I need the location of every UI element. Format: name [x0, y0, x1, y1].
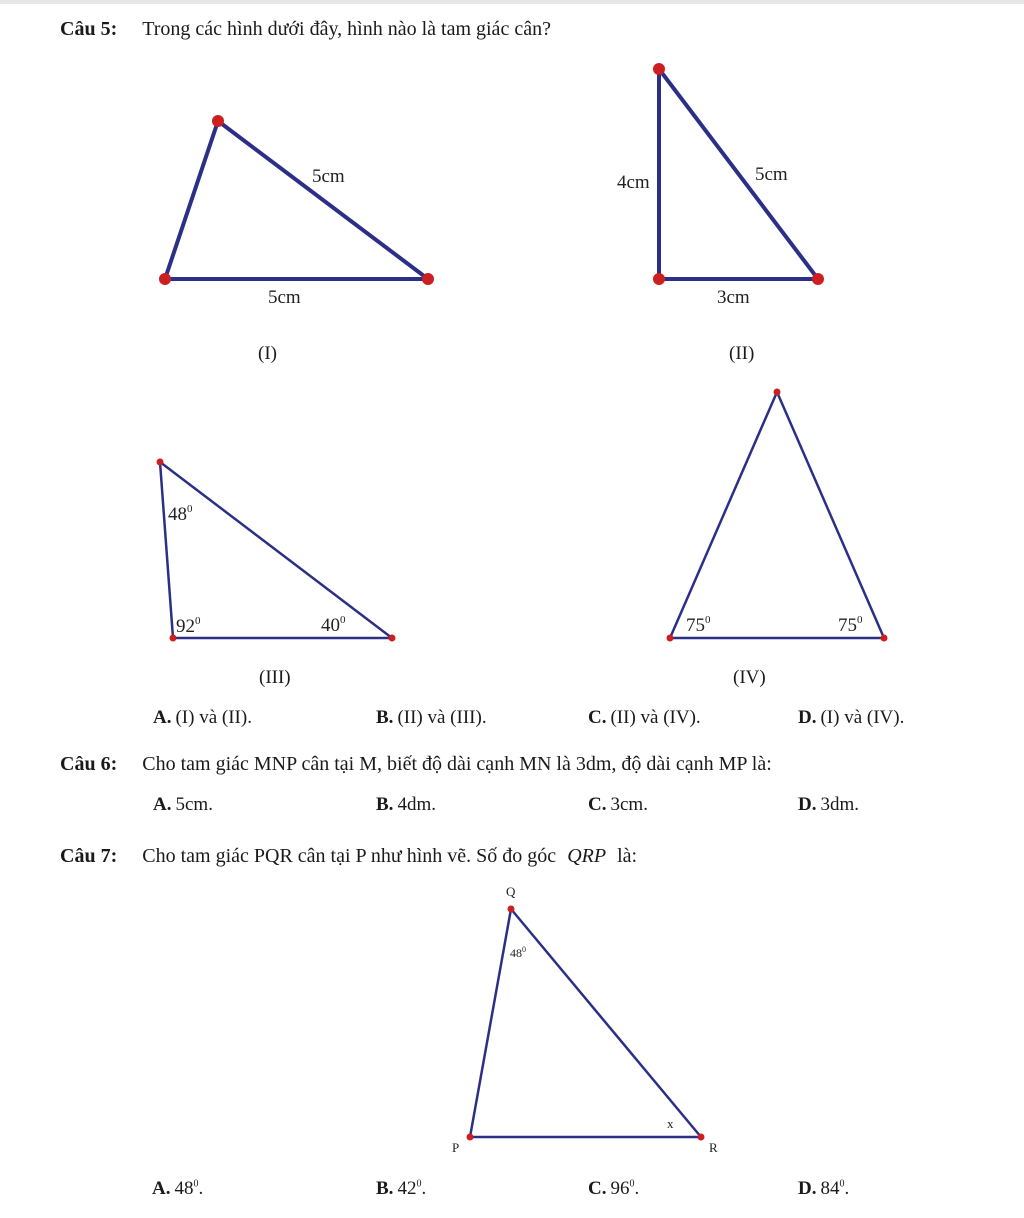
question-7-angle-name: QRP — [567, 845, 607, 867]
figure-2-left-label: 4cm — [617, 172, 650, 193]
figure-1-vertex — [422, 273, 434, 285]
figure-pqr-vertex-p — [467, 1134, 474, 1141]
figure-pqr-label-r: R — [709, 1140, 718, 1155]
question-7 — [60, 845, 637, 868]
figure-3-angle-left: $92^0$ — [176, 615, 201, 637]
question-6-text: Cho tam giác MNP cân tại M, biết độ dài cạnh MN là 3dm, độ dài cạnh MP là: — [142, 753, 772, 775]
question-7-number: Câu 7: — [60, 845, 118, 867]
figure-3-angle-top: $48^0$ — [168, 503, 193, 525]
figure-1-sides — [165, 121, 428, 279]
figure-pqr-label-q: Q — [506, 884, 516, 899]
figure-3-triangle — [157, 459, 396, 642]
figure-1-hyp-label: 5cm — [312, 166, 345, 187]
figure-2-vertex — [653, 63, 665, 75]
figure-1-triangle — [159, 115, 434, 308]
figure-1-caption: (I) — [258, 343, 277, 364]
figure-2-sides — [659, 69, 818, 279]
figure-2-vertex — [812, 273, 824, 285]
q6-option-c[interactable]: C. 3cm. — [588, 794, 648, 815]
q7-option-a[interactable]: A. $48^0$. — [152, 1178, 204, 1199]
figure-3-vertex — [389, 635, 396, 642]
figure-pqr-angle-x: x — [667, 1116, 674, 1131]
figure-pqr-sides — [470, 909, 701, 1137]
q6-option-d[interactable]: D. 3dm. — [798, 794, 860, 815]
question-6-number: Câu 6: — [60, 753, 118, 775]
figure-2-base-label: 3cm — [717, 287, 750, 308]
figure-2-hyp-label: 5cm — [755, 164, 788, 185]
figure-pqr-vertex-q — [508, 906, 515, 913]
q5-option-a[interactable]: A. (I) và (II). — [153, 707, 252, 728]
question-7-text-end: là: — [617, 845, 638, 867]
question-5-text: Trong các hình dưới đây, hình nào là tam giác cân? — [142, 18, 551, 40]
figure-2-caption: (II) — [729, 343, 755, 364]
figure-1-vertex — [159, 273, 171, 285]
figure-4-angle-right: $75^0$ — [838, 614, 863, 636]
figure-1-base-label: 5cm — [268, 287, 301, 308]
q5-option-b[interactable]: B. (II) và (III). — [376, 707, 487, 728]
figure-3-angle-right: $40^0$ — [321, 614, 346, 636]
q7-option-c[interactable]: C. $96^0$. — [588, 1178, 640, 1199]
q7-option-b[interactable]: B. $42^0$. — [376, 1178, 427, 1199]
figure-3-caption: (III) — [259, 667, 291, 688]
figure-4-triangle — [667, 389, 888, 642]
q6-option-b[interactable]: B. 4dm. — [376, 794, 436, 815]
figure-4-caption: (IV) — [733, 667, 766, 688]
figure-pqr-vertex-r — [698, 1134, 705, 1141]
q5-option-d[interactable]: D. (I) và (IV). — [798, 707, 905, 728]
q5-option-c[interactable]: C. (II) và (IV). — [588, 707, 701, 728]
figure-4-angle-left: $75^0$ — [686, 614, 711, 636]
figure-2-vertex — [653, 273, 665, 285]
question-7-text: Cho tam giác PQR cân tại P như hình vẽ. Số đo góc — [142, 845, 557, 867]
figure-4-sides — [670, 392, 884, 638]
question-6 — [60, 753, 772, 776]
figure-1-vertex — [212, 115, 224, 127]
question-5-number: Câu 5: — [60, 18, 118, 40]
figure-4-vertex — [881, 635, 888, 642]
figure-pqr-triangle — [452, 884, 718, 1155]
figure-pqr-label-p: P — [452, 1140, 460, 1155]
figure-4-vertex — [667, 635, 674, 642]
figure-2-triangle — [617, 63, 824, 308]
q6-option-a[interactable]: A. 5cm. — [153, 794, 213, 815]
q7-option-d[interactable]: D. $84^0$. — [798, 1178, 850, 1199]
figure-3-vertex — [157, 459, 164, 466]
figure-3-sides — [160, 462, 392, 638]
figure-4-vertex — [774, 389, 781, 396]
figure-pqr-angle-q: $48^0$ — [510, 945, 526, 960]
